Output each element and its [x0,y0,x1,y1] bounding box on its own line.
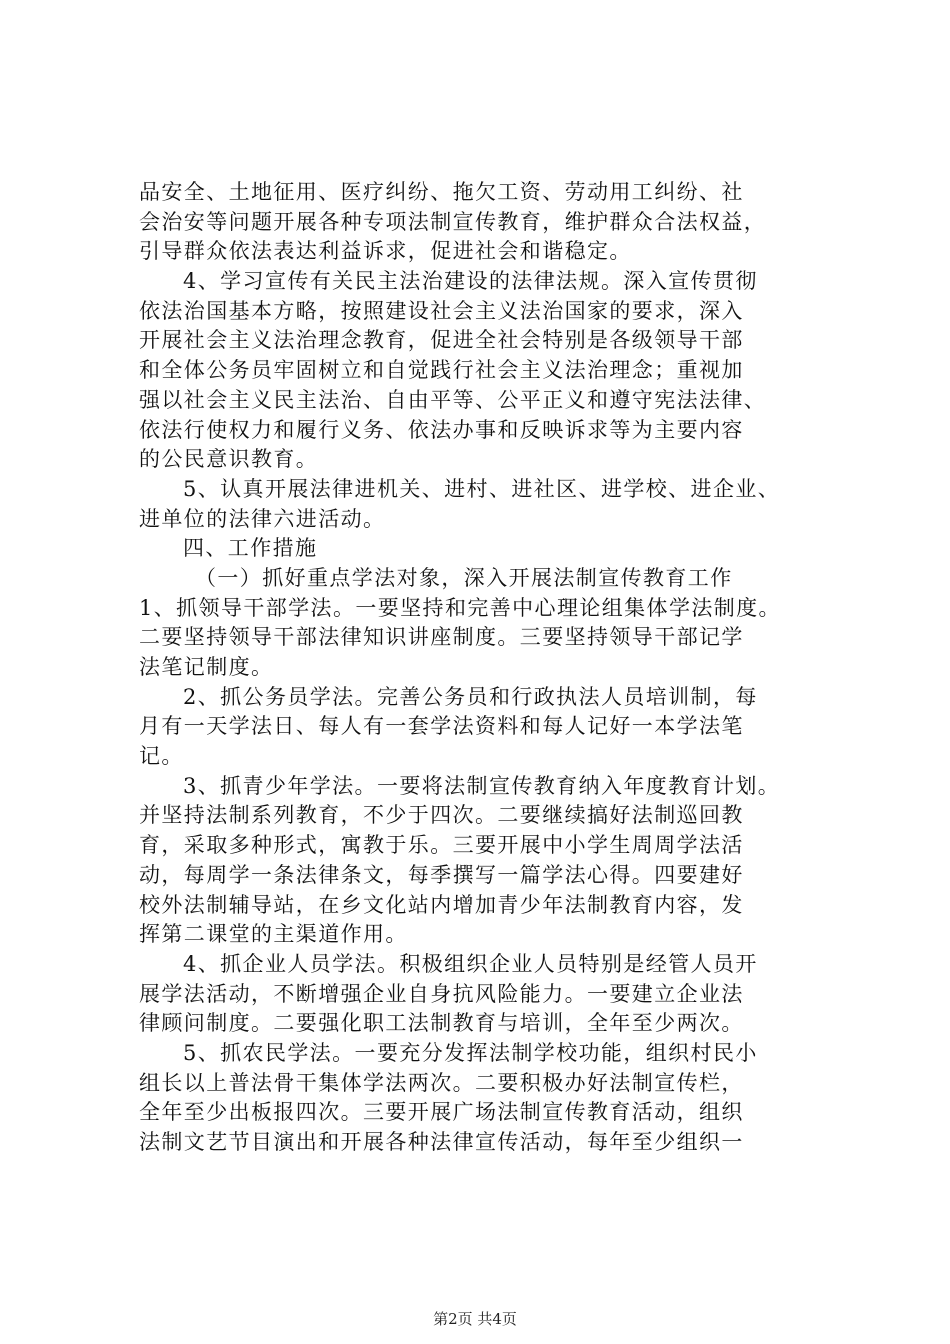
document-body [139,178,819,1158]
text-line: 会治安等问题开展各种专项法制宣传教育，维护群众合法权益， [139,209,767,234]
text-line: 依法治国基本方略，按照建设社会主义法治国家的要求，深入 [139,298,744,323]
text-line: 品安全、土地征用、医疗纠纷、拖欠工资、劳动用工纠纷、社 [139,180,744,204]
text-line: 并坚持法制系列教育，不少于四次。二要继续搞好法制巡回教 [139,803,744,828]
text-line: 依法行使权力和履行义务、依法办事和反映诉求等为主要内容 [139,417,744,442]
text-line: 和全体公务员牢固树立和自觉践行社会主义法治理念；重视加 [139,358,744,383]
text-line: 1、抓领导干部学法。一要坚持和完善中心理论组集体学法制度。 [139,595,781,620]
text-line: 5、认真开展法律进机关、进村、进社区、进学校、进企业、 [183,476,781,501]
text-line: 的公民意识教育。 [139,447,319,472]
text-line: 展学法活动，不断增强企业自身抗风险能力。一要建立企业法 [139,981,744,1006]
text-line: 组长以上普法骨干集体学法两次。二要积极办好法制宣传栏， [139,1070,744,1095]
text-line: 4、抓企业人员学法。积极组织企业人员特别是经管人员开 [183,951,758,976]
text-line: 法制文艺节目演出和开展各种法律宣传活动，每年至少组织一 [139,1130,744,1154]
text-line: 二要坚持领导干部法律知识讲座制度。三要坚持领导干部记学 [139,625,744,650]
text-line: 4、学习宣传有关民主法治建设的法律法规。深入宣传贯彻 [183,269,758,294]
text-line: 挥第二课堂的主渠道作用。 [139,922,408,947]
text-line: 开展社会主义法治理念教育，促进全社会特别是各级领导干部 [139,328,744,353]
text-line: 强以社会主义民主法治、自由平等、公平正义和遵守宪法法律、 [139,387,767,412]
text-line: 记。 [139,744,184,769]
text-line: 5、抓农民学法。一要充分发挥法制学校功能，组织村民小 [183,1040,758,1065]
text-line: 律顾问制度。二要强化职工法制教育与培训，全年至少两次。 [139,1011,744,1036]
text-line: 进单位的法律六进活动。 [139,506,386,531]
text-line: 动，每周学一条法律条文，每季撰写一篇学法心得。四要建好 [139,862,744,887]
text-line: 法笔记制度。 [139,655,274,679]
text-line: 2、抓公务员学法。完善公务员和行政执法人员培训制，每 [183,684,758,709]
page-number: 第2页 共4页 [433,1310,517,1328]
text-line: 引导群众依法表达利益诉求，促进社会和谐稳定。 [139,239,632,264]
text-line: 3、抓青少年学法。一要将法制宣传教育纳入年度教育计划。 [183,773,781,798]
text-line: 月有一天学法日、每人有一套学法资料和每人记好一本学法笔 [139,714,744,739]
text-line: 全年至少出板报四次。三要开展广场法制宣传教育活动，组织 [139,1100,744,1125]
text-line: 校外法制辅导站，在乡文化站内增加青少年法制教育内容，发 [139,892,744,917]
section-heading: 四、工作措施 [183,536,318,561]
text-line: 育，采取多种形式，寓教于乐。三要开展中小学生周周学法活 [139,833,744,858]
subsection-heading: （一）抓好重点学法对象，深入开展法制宣传教育工作 [195,565,733,590]
